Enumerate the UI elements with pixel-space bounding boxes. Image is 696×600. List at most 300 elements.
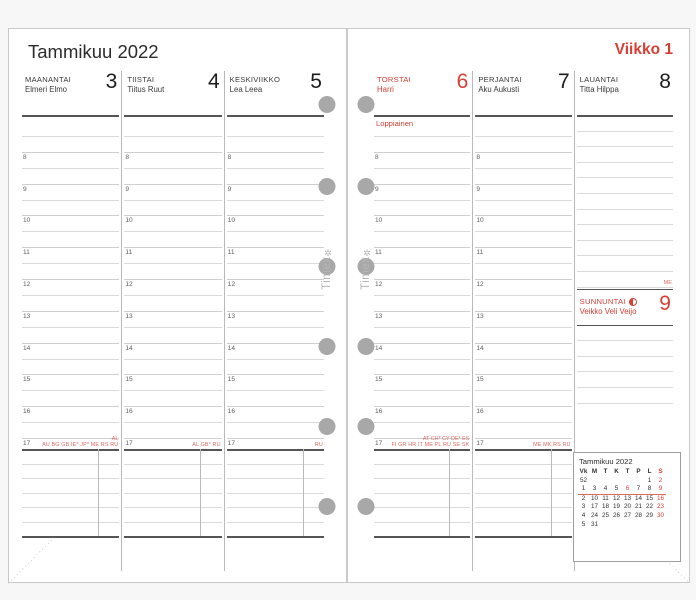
hour-half-line	[124, 295, 221, 296]
left-page	[8, 28, 347, 583]
note-line	[475, 507, 571, 508]
hour-half-line	[227, 295, 324, 296]
hour-line	[475, 406, 571, 407]
binding-hole-4	[358, 338, 375, 355]
saturday-top-rule	[577, 115, 673, 117]
hour-half-line	[227, 263, 324, 264]
country-codes-top: AT CH* CY DE* ES	[422, 436, 470, 442]
hour-line	[227, 438, 324, 439]
hour-label: 14	[23, 344, 31, 352]
note-line	[124, 478, 221, 479]
hour-label: 11	[375, 249, 382, 257]
mini-calendar-day-cell[interactable]	[644, 521, 655, 530]
hour-grid	[20, 71, 121, 571]
moon-phase-icon	[629, 298, 637, 306]
hour-line	[22, 152, 119, 153]
week-number-label: Viikko 1	[614, 41, 673, 58]
hour-label: 10	[227, 217, 235, 225]
hour-line	[227, 152, 324, 153]
hour-line	[475, 184, 571, 185]
notes-vertical-divider	[551, 449, 552, 536]
note-line	[374, 507, 470, 508]
hour-half-line	[227, 327, 324, 328]
hour-label: 13	[125, 312, 133, 320]
note-line	[227, 507, 324, 508]
note-line	[124, 507, 221, 508]
hour-label: 15	[227, 376, 235, 384]
mini-calendar-day-cell[interactable]: 29	[645, 511, 653, 519]
mini-calendar-day-cell[interactable]: 20	[623, 503, 631, 511]
mini-calendar-day-cell[interactable]	[600, 521, 611, 530]
note-line	[22, 478, 119, 479]
hour-half-line	[374, 231, 470, 232]
name-day-label: Harri	[377, 85, 394, 94]
hour-half-line	[374, 168, 470, 169]
day-number: 8	[659, 70, 671, 93]
hour-label: 16	[125, 408, 133, 416]
hour-line	[124, 184, 221, 185]
mini-calendar-week-number: 2	[581, 494, 586, 502]
note-line	[475, 478, 571, 479]
mini-calendar-day-cell[interactable]: 7	[633, 485, 644, 494]
country-codes: FI GR HR IT ME PL RU SE SK	[391, 442, 470, 448]
hour-half-line	[124, 200, 221, 201]
brand-logo-vertical: Timex✲	[321, 246, 333, 290]
writing-line	[577, 371, 673, 372]
mini-calendar-day-cell[interactable]	[633, 521, 644, 530]
country-codes: RU	[314, 442, 323, 448]
binding-holes-left	[312, 28, 342, 581]
mini-calendar-week-number: 4	[581, 511, 586, 519]
note-line	[22, 464, 119, 465]
mini-calendar-day-cell[interactable]	[633, 477, 644, 486]
hour-line	[475, 438, 571, 439]
notes-top-rule	[124, 449, 221, 451]
hour-label: 16	[227, 408, 235, 416]
writing-line	[577, 271, 673, 272]
hour-label: 17	[227, 440, 235, 447]
hour-half-line	[124, 422, 221, 423]
mini-calendar-day-cell[interactable]: 2	[658, 476, 663, 484]
hour-label: 14	[227, 344, 235, 352]
name-day-label: Tiitus Ruut	[127, 85, 165, 94]
mini-calendar-day-cell[interactable]: 31	[590, 520, 598, 528]
hour-line	[124, 438, 221, 439]
notes-vertical-divider	[303, 449, 304, 536]
day-column-r0	[372, 71, 472, 571]
note-line	[22, 507, 119, 508]
hour-line	[227, 215, 324, 216]
binding-holes-right	[351, 28, 381, 581]
hour-label: 12	[23, 281, 31, 288]
notes-bottom-rule	[227, 536, 324, 538]
hour-label: 16	[476, 408, 484, 416]
name-day-label: Elmeri Elmo	[25, 85, 68, 94]
hour-line	[124, 343, 221, 344]
hour-half-line	[124, 327, 221, 328]
hour-half-line	[124, 231, 221, 232]
hour-line	[227, 247, 324, 248]
hour-half-line	[124, 359, 221, 360]
day-column-l2	[224, 71, 326, 571]
hour-line	[475, 374, 571, 375]
sunday-top-rule	[577, 289, 673, 291]
hour-label: 17	[375, 440, 383, 447]
binding-hole-6	[358, 498, 375, 515]
mini-calendar-row	[578, 477, 666, 486]
day-top-rule	[374, 115, 470, 117]
hour-half-line	[124, 136, 221, 137]
note-line	[374, 522, 470, 523]
day-top-rule	[227, 115, 324, 117]
hour-line	[22, 343, 119, 344]
note-line	[124, 464, 221, 465]
hour-label: 13	[375, 312, 383, 320]
hour-label: 8	[23, 153, 27, 161]
mini-calendar-day-cell[interactable]: 8	[644, 485, 655, 494]
note-line	[374, 464, 470, 465]
hour-half-line	[475, 359, 571, 360]
hour-half-line	[22, 136, 119, 137]
sunday-header	[575, 293, 675, 325]
mini-calendar-day-cell[interactable]: 10	[590, 494, 598, 502]
day-of-week-label: PERJANTAI	[478, 75, 522, 84]
hour-half-line	[22, 390, 119, 391]
hour-label: 13	[23, 312, 31, 320]
hour-half-line	[475, 263, 571, 264]
hour-label: 12	[227, 281, 235, 288]
mini-calendar-header-cell: M	[591, 468, 598, 475]
country-codes: ME	[663, 279, 672, 286]
note-line	[227, 478, 324, 479]
hour-grid	[122, 71, 223, 571]
hour-label: 8	[227, 153, 232, 161]
notes-bottom-rule	[374, 536, 470, 538]
hour-line	[475, 343, 571, 344]
hour-label: 15	[476, 376, 484, 384]
hour-half-line	[22, 327, 119, 328]
mini-calendar-day-cell[interactable]	[611, 477, 622, 486]
mini-calendar-header-cell: K	[614, 468, 619, 475]
notes-top-rule	[227, 449, 324, 451]
binding-hole-6	[319, 498, 336, 515]
day-number: 7	[557, 70, 570, 93]
hour-half-line	[22, 422, 119, 423]
hour-half-line	[374, 200, 470, 201]
hour-line	[227, 406, 324, 407]
hour-line	[374, 374, 470, 375]
hour-line	[22, 438, 119, 439]
note-line	[22, 522, 119, 523]
hour-half-line	[475, 422, 571, 423]
hour-line	[475, 152, 571, 153]
binding-hole-2	[358, 178, 375, 195]
note-line	[227, 493, 324, 494]
hour-label: 10	[476, 217, 484, 225]
mini-calendar-day-cell[interactable]: 25	[601, 511, 609, 519]
hour-line	[227, 374, 324, 375]
mini-calendar-row	[578, 521, 666, 530]
notes-top-rule	[374, 449, 470, 451]
writing-line	[577, 146, 673, 147]
note-line	[475, 522, 571, 523]
hour-half-line	[22, 200, 119, 201]
name-day-label: Lea Leea	[229, 85, 263, 94]
hour-label: 17	[23, 440, 31, 447]
mini-calendar-day-cell[interactable]: 1	[647, 476, 652, 484]
day-column-r1	[472, 71, 573, 571]
mini-calendar-day-cell[interactable]: 27	[623, 511, 631, 519]
hour-label: 8	[375, 153, 379, 161]
hour-label: 10	[23, 217, 31, 225]
mini-calendar-header-cell: S	[658, 468, 663, 475]
mini-calendar-header-cell: T	[625, 468, 630, 475]
hour-line	[22, 311, 119, 312]
note-line	[124, 493, 221, 494]
hour-line	[475, 247, 571, 248]
hour-label: 8	[125, 153, 129, 161]
hour-label: 14	[375, 344, 383, 352]
hour-label: 11	[23, 249, 30, 257]
hour-half-line	[374, 359, 470, 360]
hour-half-line	[227, 231, 324, 232]
hour-line	[22, 184, 119, 185]
day-top-rule	[475, 115, 571, 117]
mini-calendar-row	[578, 494, 666, 503]
day-top-rule	[22, 115, 119, 117]
hour-line	[124, 406, 221, 407]
mini-calendar-day-cell[interactable]: 3	[589, 485, 600, 494]
mini-calendar-header-cell: L	[647, 468, 652, 475]
hour-half-line	[227, 168, 324, 169]
writing-line	[577, 356, 673, 357]
mini-calendar-row	[578, 512, 666, 521]
note-line	[374, 478, 470, 479]
mini-calendar-day-cell[interactable]: 15	[645, 494, 653, 502]
mini-calendar-day-cell[interactable]: 26	[612, 511, 620, 519]
hour-label: 15	[125, 376, 133, 384]
hour-line	[227, 184, 324, 185]
note-line	[22, 493, 119, 494]
mini-calendar-day-cell[interactable]: 21	[634, 503, 642, 511]
mini-calendar-day-cell[interactable]: 22	[645, 503, 653, 511]
hour-label: 16	[23, 408, 31, 416]
hour-label: 14	[476, 344, 484, 352]
hour-line	[374, 215, 470, 216]
hour-half-line	[124, 168, 221, 169]
hour-half-line	[124, 263, 221, 264]
day-number: 5	[310, 70, 322, 93]
day-of-week-label: LAUANTAI	[579, 75, 619, 84]
notes-vertical-divider	[98, 449, 99, 536]
mini-calendar-week-number: 52	[579, 476, 587, 484]
hour-half-line	[374, 327, 470, 328]
writing-line	[577, 162, 673, 163]
day-top-rule	[124, 115, 221, 117]
mini-calendar-title: Tammikuu 2022	[579, 457, 633, 466]
hour-half-line	[374, 422, 470, 423]
day-of-week-label: TIISTAI	[127, 75, 155, 84]
mini-calendar-day-cell[interactable]	[611, 521, 622, 530]
holiday-label: Loppiainen	[376, 119, 414, 128]
mini-calendar-week-number: 1	[578, 485, 589, 494]
mini-calendar-day-cell[interactable]: 6	[622, 485, 633, 494]
hour-line	[374, 343, 470, 344]
hour-line	[475, 311, 571, 312]
mini-calendar-day-cell[interactable]: 14	[634, 494, 642, 502]
hour-half-line	[22, 231, 119, 232]
hour-label: 15	[375, 376, 383, 384]
hour-line	[22, 406, 119, 407]
writing-line	[577, 209, 673, 210]
hour-label: 9	[23, 185, 27, 193]
notes-top-rule	[22, 449, 119, 451]
mini-calendar-table	[578, 468, 666, 529]
hour-half-line	[475, 295, 571, 296]
hour-half-line	[475, 136, 571, 137]
writing-line	[577, 403, 673, 404]
hour-line	[124, 279, 221, 280]
hour-half-line	[475, 231, 571, 232]
note-line	[227, 522, 324, 523]
hour-label: 10	[375, 217, 383, 225]
mini-calendar-day-cell[interactable]: 28	[634, 511, 642, 519]
binding-hole-2	[319, 178, 336, 195]
mini-calendar-day-cell[interactable]: 13	[623, 494, 631, 502]
mini-calendar	[573, 452, 681, 562]
writing-line	[577, 255, 673, 256]
page-title: Tammikuu 2022	[28, 41, 159, 62]
hour-line	[124, 311, 221, 312]
writing-line	[577, 193, 673, 194]
mini-calendar-day-cell[interactable]: 23	[656, 503, 664, 511]
hour-half-line	[124, 390, 221, 391]
hour-label: 14	[125, 344, 133, 352]
mini-calendar-day-cell[interactable]	[622, 521, 633, 530]
day-of-week-label: KESKIVIIKKO	[229, 75, 281, 84]
day-column-l0	[20, 71, 121, 571]
hour-line	[124, 215, 221, 216]
notes-bottom-rule	[124, 536, 221, 538]
mini-calendar-day-cell[interactable]: 19	[612, 503, 620, 511]
writing-line	[577, 287, 673, 288]
hour-grid	[225, 71, 326, 571]
mini-calendar-day-cell[interactable]: 4	[600, 485, 611, 494]
hour-half-line	[227, 422, 324, 423]
mini-calendar-day-cell[interactable]: 30	[656, 511, 664, 519]
hour-half-line	[374, 295, 470, 296]
hour-line	[374, 184, 470, 185]
day-of-week-label: MAANANTAI	[25, 75, 71, 84]
hour-line	[124, 152, 221, 153]
hour-label: 11	[227, 249, 235, 257]
mini-calendar-day-cell[interactable]: 16	[656, 494, 664, 502]
hour-label: 12	[125, 281, 133, 288]
country-codes: AU BG GB IE* JP* ME RS RU	[42, 442, 119, 448]
hour-label: 17	[125, 440, 133, 447]
notes-vertical-divider	[200, 449, 201, 536]
country-codes: AL GB* RU	[192, 442, 221, 448]
mini-calendar-day-cell[interactable]: 24	[590, 511, 598, 519]
mini-calendar-day-cell[interactable]	[655, 521, 666, 530]
hour-label: 13	[476, 312, 484, 320]
hour-half-line	[475, 168, 571, 169]
note-line	[124, 522, 221, 523]
hour-line	[475, 279, 571, 280]
note-line	[374, 493, 470, 494]
hour-line	[22, 247, 119, 248]
mini-calendar-row	[578, 485, 666, 494]
note-line	[475, 464, 571, 465]
hour-line	[475, 215, 571, 216]
hour-line	[374, 152, 470, 153]
hour-half-line	[475, 390, 571, 391]
brand-logo-vertical: Timex✲	[360, 246, 372, 290]
hour-half-line	[22, 168, 119, 169]
hour-half-line	[227, 200, 324, 201]
day-number: 6	[456, 70, 469, 93]
hour-half-line	[475, 200, 571, 201]
mini-calendar-day-cell[interactable]: 9	[655, 485, 666, 494]
hour-line	[22, 279, 119, 280]
day-of-week-label: SUNNUNTAI	[580, 297, 672, 306]
name-day-label: Titta Hilppa	[579, 85, 619, 94]
mini-calendar-day-cell[interactable]: 17	[590, 503, 598, 511]
hour-half-line	[374, 263, 470, 264]
hour-label: 15	[23, 376, 31, 384]
country-codes-top: AL	[111, 436, 119, 442]
hour-half-line	[374, 136, 470, 137]
hour-label: 16	[375, 408, 383, 416]
hour-line	[227, 343, 324, 344]
mini-calendar-day-cell[interactable]	[622, 477, 633, 486]
mini-calendar-day-cell[interactable]: 5	[611, 485, 622, 494]
hour-label: 9	[476, 185, 480, 193]
writing-line	[577, 224, 673, 225]
binding-hole-5	[358, 418, 375, 435]
hour-half-line	[227, 390, 324, 391]
notes-bottom-rule	[475, 536, 571, 538]
hour-label: 17	[476, 440, 484, 447]
day-column-l1	[121, 71, 223, 571]
name-day-label: Veikko Veli Veijo	[579, 306, 637, 316]
binding-hole-5	[319, 418, 336, 435]
notes-bottom-rule	[22, 536, 119, 538]
binding-hole-1	[358, 96, 375, 113]
mini-calendar-day-cell[interactable]: 11	[602, 494, 609, 502]
hour-half-line	[22, 359, 119, 360]
mini-calendar-header-cell: T	[603, 468, 608, 475]
hour-grid	[372, 71, 472, 571]
hour-line	[227, 279, 324, 280]
mini-calendar-day-cell[interactable]	[600, 477, 611, 486]
mini-calendar-header-row	[578, 468, 666, 477]
mini-calendar-header-cell: P	[636, 468, 641, 475]
mini-calendar-day-cell[interactable]: 12	[612, 494, 620, 502]
day-number: 4	[207, 70, 220, 93]
mini-calendar-day-cell[interactable]	[589, 477, 600, 486]
hour-grid	[473, 71, 573, 571]
note-line	[227, 464, 324, 465]
binding-hole-4	[319, 338, 336, 355]
country-codes: ME MK RS RU	[533, 442, 571, 448]
hour-label: 11	[125, 249, 133, 257]
mini-calendar-row	[578, 503, 666, 512]
hour-label: 9	[375, 185, 379, 193]
hour-line	[124, 247, 221, 248]
mini-calendar-day-cell[interactable]: 18	[601, 503, 609, 511]
binding-hole-1	[319, 96, 336, 113]
